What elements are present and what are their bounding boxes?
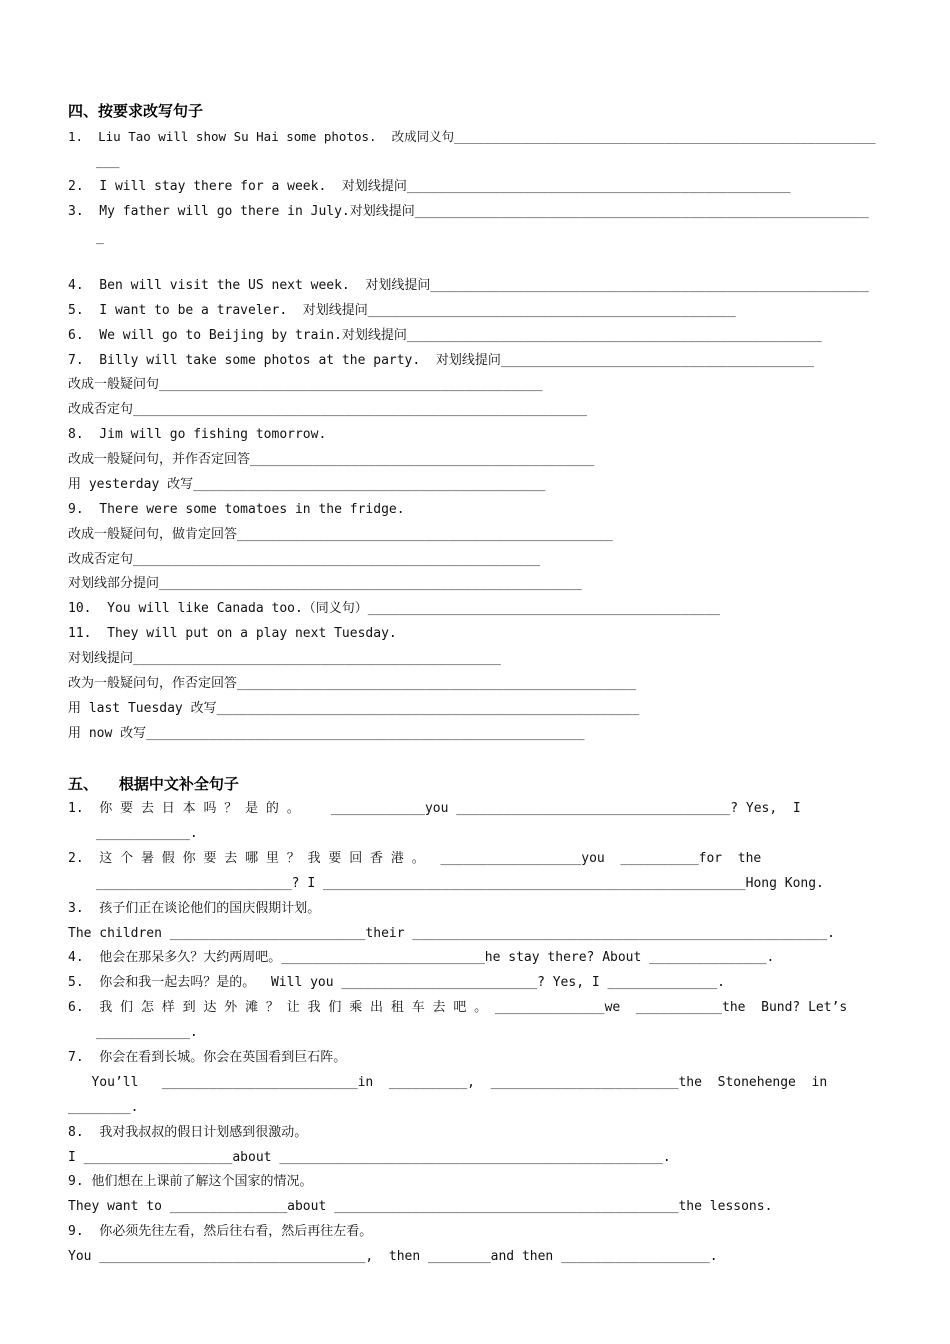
s5-line-10-answer: You __________________________________, then ________and then ___________________. — [68, 1249, 718, 1264]
s5-line-1: 1. 你 要 去 日 本 吗 ？ 是 的 。 ____________you ___________________________________? Yes, I — [68, 801, 801, 816]
s4-line-11d: 用 now 改写________________________________________________________ — [68, 726, 585, 741]
s4-line-1-cont: ___ — [96, 154, 120, 169]
s5-line-4: 4. 他会在那呆多久？大约两周吧。__________________________he stay there? About _______________. — [68, 950, 775, 965]
s5-line-2: 2. 这 个 暑 假 你 要 去 哪 里 ？ 我 要 回 香 港 。 __________________you __________for the — [68, 851, 762, 866]
s4-line-8: 8. Jim will go fishing tomorrow. — [68, 427, 327, 442]
s4-line-3: 3. My father will go there in July.对划线提问__________________________________________________________ — [68, 204, 869, 219]
s4-line-9a: 改成一般疑问句，做肯定回答________________________________________________ — [68, 527, 613, 542]
s5-line-6-cont: ____________. — [96, 1025, 198, 1040]
s4-line-7b: 改成否定句__________________________________________________________ — [68, 402, 587, 417]
s5-line-9-answer: They want to _______________about ____________________________________________the lessons. — [68, 1199, 773, 1214]
s4-line-2: 2. I will stay there for a week. 对划线提问_________________________________________________ — [68, 179, 791, 194]
s4-line-8a: 改成一般疑问句，并作否定回答____________________________________________ — [68, 452, 595, 467]
s5-line-7-cont: ________. — [68, 1100, 139, 1115]
s4-line-11: 11. They will put on a play next Tuesday. — [68, 626, 397, 641]
s4-line-6: 6. We will go to Beijing by train.对划线提问_____________________________________________________ — [68, 328, 822, 343]
s4-line-11a: 对划线提问_______________________________________________ — [68, 651, 501, 666]
s5-line-8: 8. 我对我叔叔的假日计划感到很激动。 — [68, 1125, 308, 1140]
s5-line-5: 5. 你会和我一起去吗？是的。 Will you _________________________? Yes, I ______________. — [68, 975, 725, 990]
s4-line-3-cont: _ — [96, 230, 104, 245]
s5-line-9: 9. 他们想在上课前了解这个国家的情况。 — [68, 1174, 313, 1189]
s4-line-1: 1. Liu Tao will show Su Hai some photos. 改成同义句________________________________________________________ — [68, 129, 876, 144]
s4-line-9b: 改成否定句____________________________________________________ — [68, 552, 540, 567]
s4-line-9c: 对划线部分提问______________________________________________________ — [68, 576, 582, 591]
s5-line-3-answer: The children _________________________their _____________________________________________________. — [68, 926, 836, 941]
s4-line-7a: 改成一般疑问句_________________________________________________ — [68, 377, 543, 392]
s4-line-9: 9. There were some tomatoes in the fridge. — [68, 502, 405, 517]
s5-line-2-cont: _________________________? I ______________________________________________________Hong Kong. — [96, 876, 824, 891]
s5-line-7: 7. 你会在看到长城。你会在英国看到巨石阵。 — [68, 1050, 347, 1065]
s5-line-6: 6. 我 们 怎 样 到 达 外 滩 ？ 让 我 们 乘 出 租 车 去 吧 。 ______________we ___________the Bund? Let’s — [68, 1000, 848, 1015]
s4-line-11b: 改为一般疑问句，作否定回答___________________________________________________ — [68, 676, 637, 691]
section-5-title: 五、 根据中文补全句子 — [68, 775, 239, 793]
section-4-title: 四、按要求改写句子 — [68, 102, 204, 120]
s4-line-7: 7. Billy will take some photos at the party. 对划线提问________________________________________ — [68, 353, 814, 368]
s5-line-1-cont: ____________. — [96, 826, 198, 841]
s5-line-3: 3. 孩子们正在谈论他们的国庆假期计划。 — [68, 901, 321, 916]
s5-line-8-answer: I ___________________about _________________________________________________. — [68, 1150, 671, 1165]
s4-line-11c: 用 last Tuesday 改写______________________________________________________ — [68, 701, 640, 716]
s5-line-10: 9. 你必须先往左看，然后往右看，然后再往左看。 — [68, 1224, 373, 1239]
s4-line-4: 4. Ben will visit the US next week. 对划线提问________________________________________________________ — [68, 278, 869, 293]
s4-line-8b: 用 yesterday 改写_____________________________________________ — [68, 477, 546, 492]
s5-line-7-answer: You’ll _________________________in __________, ________________________the Stonehenge in — [68, 1075, 828, 1090]
s4-line-10: 10. You will like Canada too.（同义句）_____________________________________________ — [68, 601, 720, 616]
s4-line-5: 5. I want to be a traveler. 对划线提问_______________________________________________ — [68, 303, 736, 318]
